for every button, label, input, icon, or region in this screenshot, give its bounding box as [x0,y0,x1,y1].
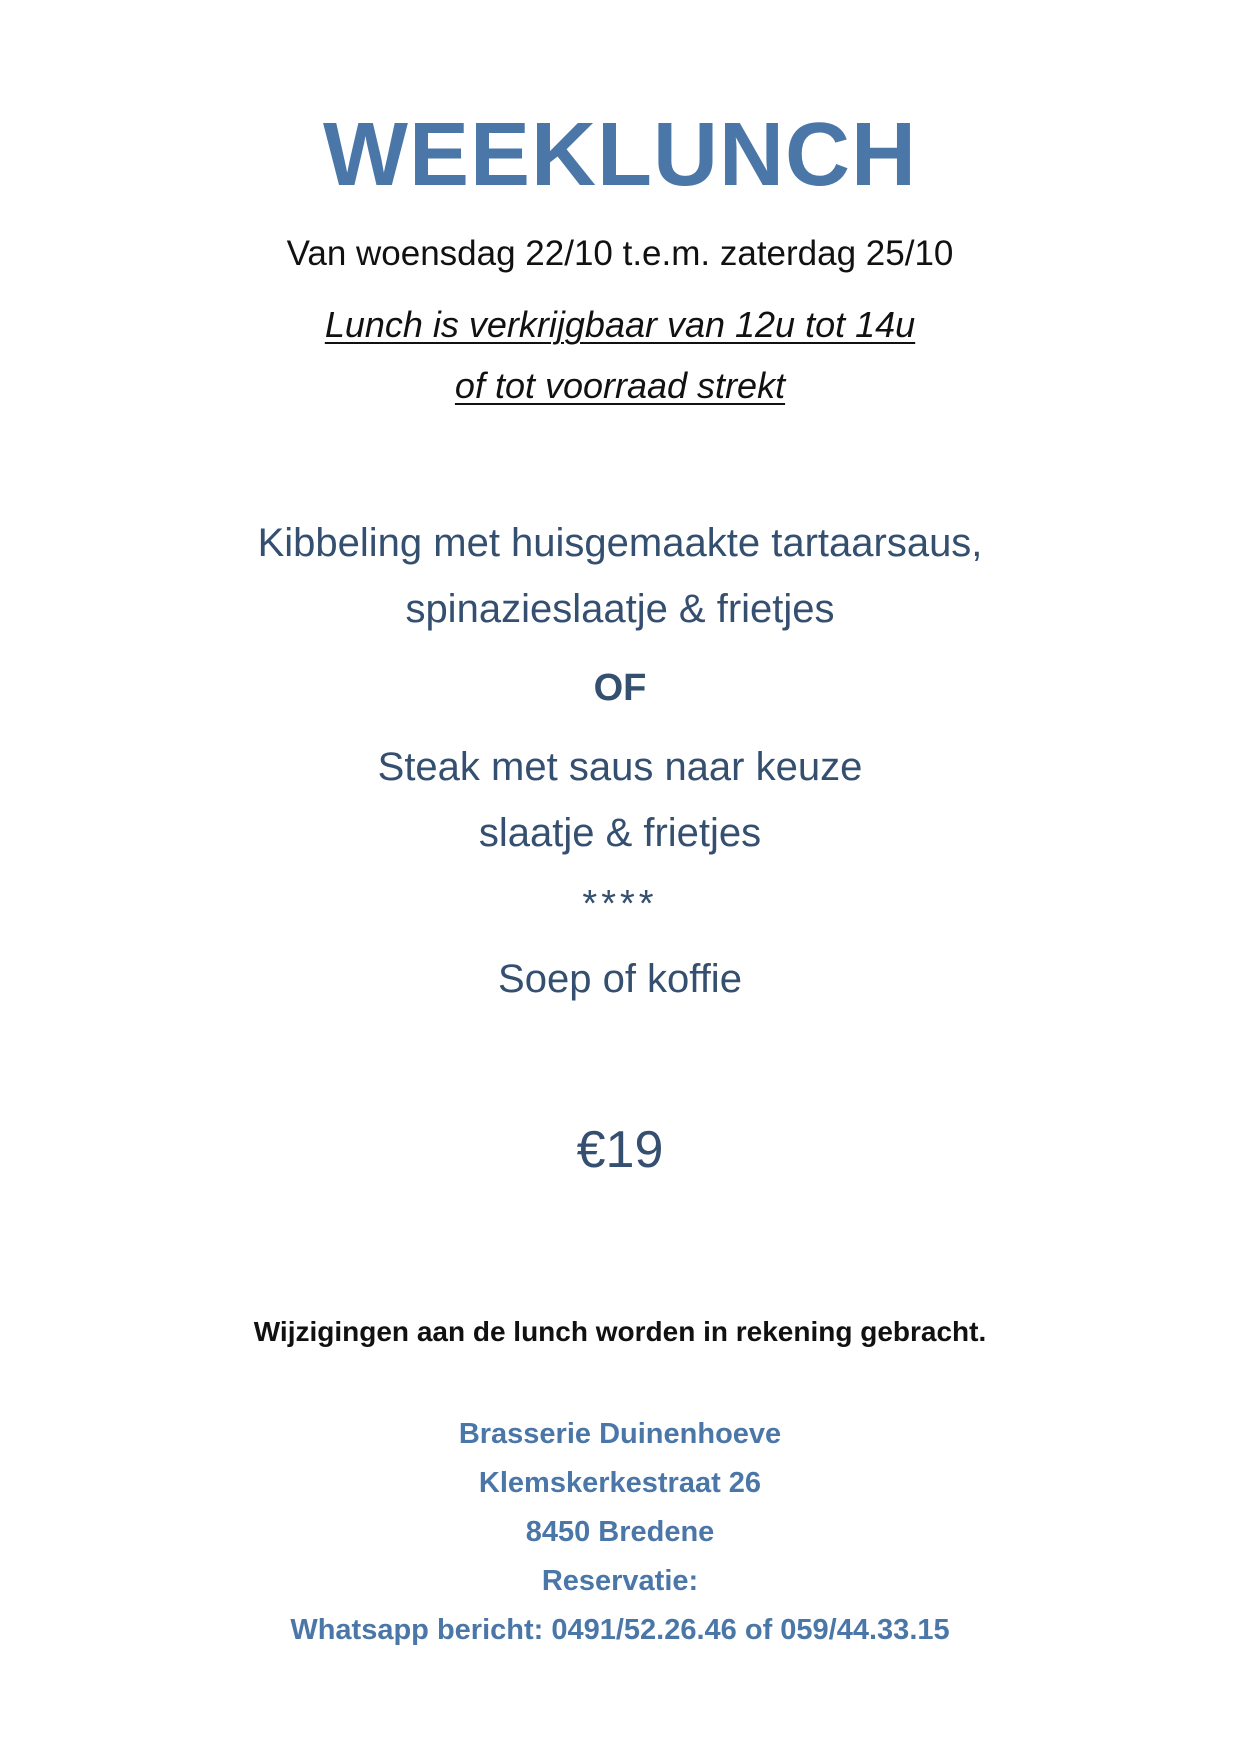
date-range: Van woensdag 22/10 t.e.m. zaterdag 25/10 [286,234,954,273]
soup-or-coffee: Soep of koffie [498,957,742,1001]
dish-option-2-line-1: Steak met saus naar keuze [377,745,863,789]
changes-note: Wijzigingen aan de lunch worden in rekening gebracht. [253,1316,987,1347]
availability-line-2: of tot voorraad strekt [454,365,786,406]
dish-option-1-line-2: spinazieslaatje & frietjes [405,587,835,631]
reservation-label: Reservatie: [541,1565,699,1597]
stars-divider: **** [582,883,658,925]
or-separator: OF [593,667,647,709]
restaurant-name: Brasserie Duinenhoeve [458,1418,782,1450]
whatsapp-contact: Whatsapp bericht: 0491/52.26.46 of 059/44.33.15 [290,1614,950,1646]
city-address: 8450 Bredene [525,1516,715,1548]
dish-option-2-line-2: slaatje & frietjes [478,811,762,855]
page-title: WEEKLUNCH [323,105,917,205]
availability-line-1: Lunch is verkrijgbaar van 12u tot 14u [324,304,916,345]
price: €19 [576,1121,664,1179]
street-address: Klemskerkestraat 26 [478,1467,762,1499]
dish-option-1-line-1: Kibbeling met huisgemaakte tartaarsaus, [257,521,983,565]
